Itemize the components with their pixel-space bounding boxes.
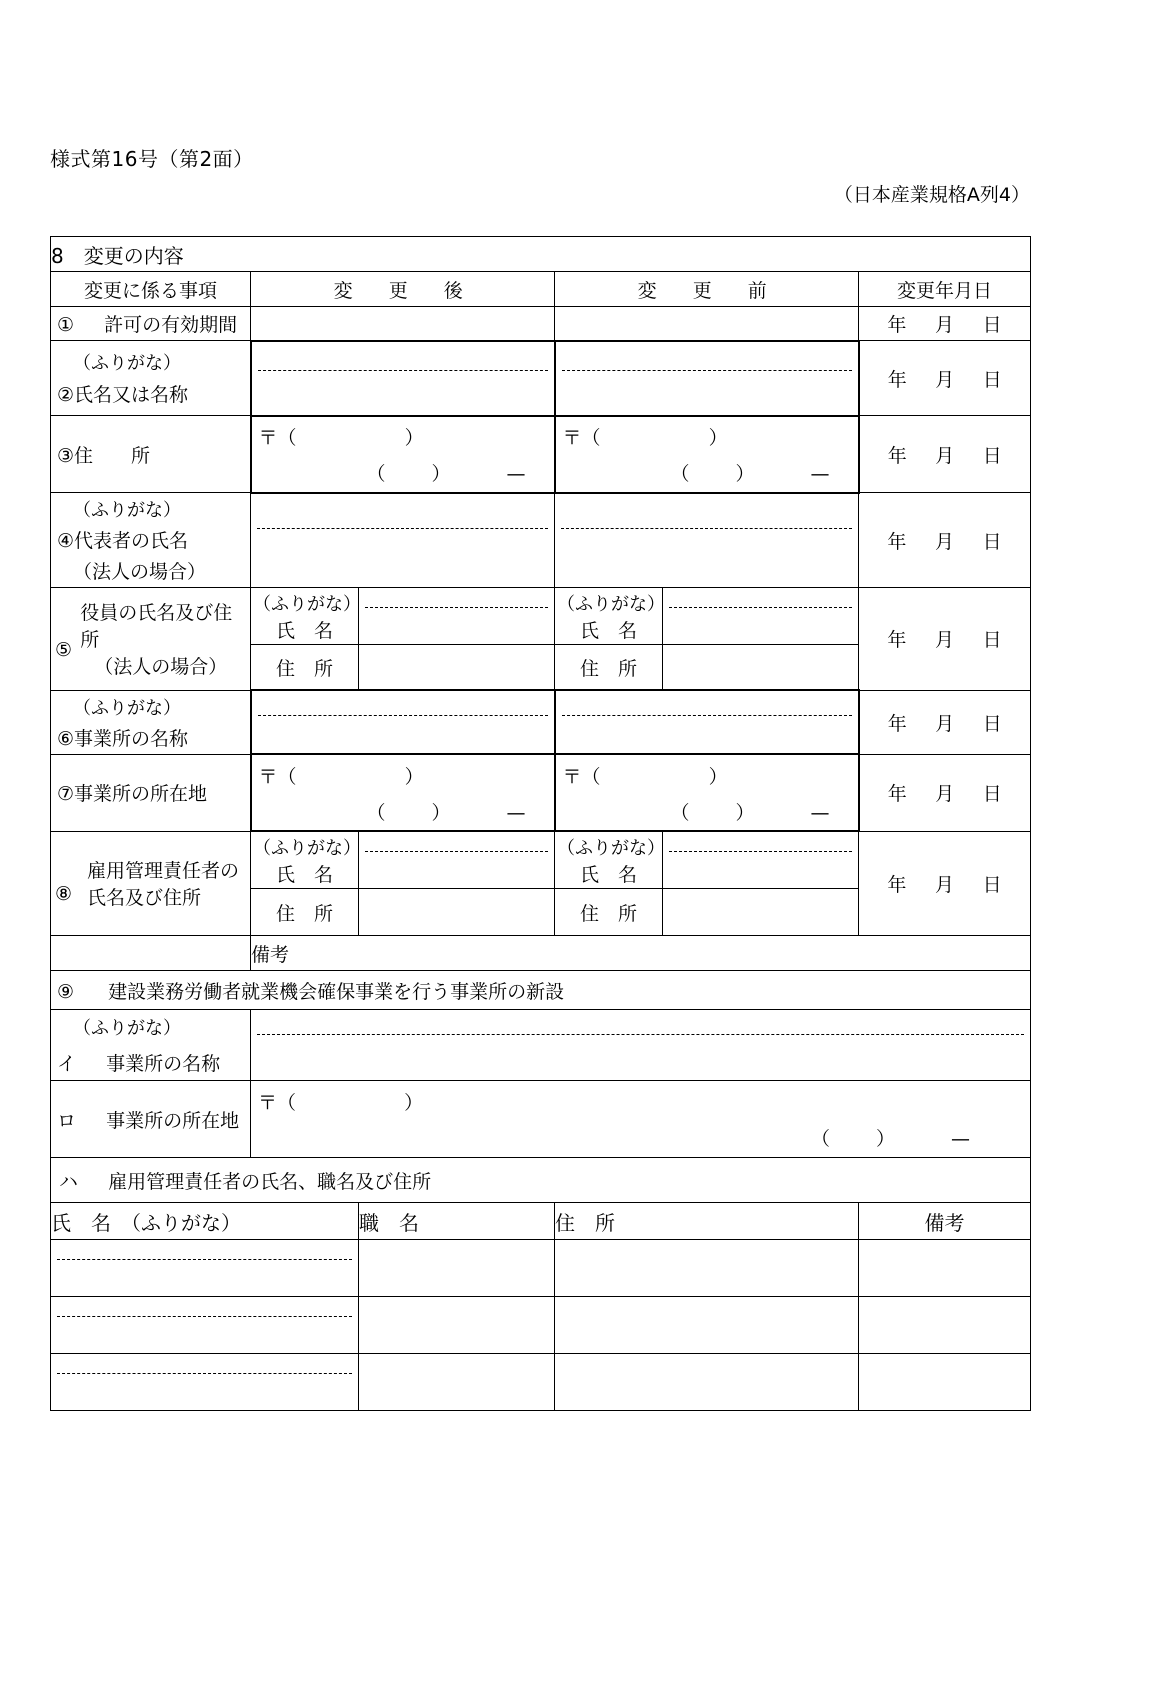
row-1-date[interactable] xyxy=(859,307,1031,341)
row-8-after-addr-input[interactable] xyxy=(359,889,555,936)
row-7-after-zip-mark: 〒（ xyxy=(258,765,297,788)
header-date: 変更年月日 xyxy=(859,272,1031,307)
section9-ha-cell xyxy=(51,1158,1031,1203)
manager-row-2-title[interactable] xyxy=(359,1354,555,1411)
manager-row-1-title[interactable] xyxy=(359,1297,555,1354)
row-7-before-zip-mark: 〒（ xyxy=(562,765,601,788)
row-6-label: 事業所の名称 xyxy=(74,727,189,750)
section9-ha-marker: ハ xyxy=(59,1170,79,1193)
row-3-year: 年 xyxy=(887,444,907,467)
row-4-label-cell xyxy=(51,493,251,588)
row-6-month: 月 xyxy=(935,712,955,735)
manager-table-row xyxy=(51,1240,1031,1297)
row-8-year: 年 xyxy=(887,873,907,896)
row-8-date[interactable] xyxy=(859,831,1031,936)
row-8-before-name-label-cell xyxy=(555,831,663,889)
section9-ro-tel-dash: — xyxy=(951,1128,971,1150)
row-5-label-2: （法人の場合） xyxy=(94,656,228,679)
section9-heading: 建設業務労働者就業機会確保事業を行う事業所の新設 xyxy=(108,980,565,1003)
section9-number: ⑨ xyxy=(57,980,75,1003)
row-1-label-cell xyxy=(51,307,251,341)
row-5-before-addr-input[interactable] xyxy=(663,645,859,691)
manager-header-remarks: 備考 xyxy=(859,1203,1031,1240)
section8-heading-row xyxy=(51,237,1031,272)
row-3-after-zip-close: ） xyxy=(404,427,424,449)
row-5-after-addr-input[interactable] xyxy=(359,645,555,691)
row-7-before-input[interactable] xyxy=(555,754,859,831)
row-7-before-zip-close: ） xyxy=(708,765,728,788)
manager-row-0-address[interactable] xyxy=(555,1240,859,1297)
row-5-day: 日 xyxy=(982,629,1002,652)
row-5-after-name-label-cell xyxy=(251,588,359,645)
row-3-before-tel-open: （ xyxy=(670,463,690,485)
section9-ro-tel-close: ） xyxy=(876,1128,896,1150)
header-after: 変 更 後 xyxy=(251,272,555,307)
row-8-day: 日 xyxy=(982,873,1002,896)
row-7-before-tel-dash: — xyxy=(810,801,830,824)
row-3-after-tel-dash: — xyxy=(506,463,526,485)
row-8-before-addr-label: 住 所 xyxy=(555,889,663,936)
row-4-year: 年 xyxy=(887,530,907,553)
manager-row-2-address[interactable] xyxy=(555,1354,859,1411)
manager-row-2-remarks[interactable] xyxy=(859,1354,1031,1411)
section9-heading-row xyxy=(51,971,1031,1010)
header-item: 変更に係る事項 xyxy=(51,272,251,307)
section9-i-furigana-label: （ふりがな） xyxy=(73,1018,181,1039)
row-6-furigana-label: （ふりがな） xyxy=(73,697,181,719)
row-7-day: 日 xyxy=(982,783,1002,805)
section9-ro-label-cell xyxy=(51,1081,251,1158)
row-6-year: 年 xyxy=(887,712,907,735)
section9-heading-cell xyxy=(51,971,1031,1010)
row-3-before-tel-dash: — xyxy=(810,463,830,485)
remarks-cell[interactable] xyxy=(251,936,1031,971)
manager-row-1-address[interactable] xyxy=(555,1297,859,1354)
row-1 xyxy=(51,307,1031,341)
row-3-day: 日 xyxy=(982,444,1002,467)
row-5-label-cell xyxy=(51,588,251,691)
paper-size-note: （日本産業規格A列4） xyxy=(833,184,1030,206)
row-6-after-input[interactable] xyxy=(251,690,555,754)
row-8-after-name-input[interactable] xyxy=(359,831,555,889)
row-3-label: 住 所 xyxy=(74,444,151,467)
row-4-date[interactable] xyxy=(859,493,1031,588)
row-7-after-tel-close: ） xyxy=(431,801,451,824)
manager-row-1-remarks[interactable] xyxy=(859,1297,1031,1354)
section9-ro-zip-mark: 〒（ xyxy=(258,1092,297,1114)
row-2-year: 年 xyxy=(887,368,907,391)
row-4-furigana-label: （ふりがな） xyxy=(73,500,181,521)
row-3-date[interactable] xyxy=(859,416,1031,493)
remarks-spacer xyxy=(51,936,251,971)
row-1-year: 年 xyxy=(887,314,907,336)
section9-i-marker: イ xyxy=(57,1053,77,1075)
section9-ro-marker: ロ xyxy=(57,1109,77,1132)
row-5-date[interactable] xyxy=(859,588,1031,691)
header-before: 変 更 前 xyxy=(555,272,859,307)
row-2-number: ② xyxy=(57,384,75,406)
row-5-before-name-label-cell xyxy=(555,588,663,645)
row-7-number: ⑦ xyxy=(57,783,75,805)
row-6 xyxy=(51,690,1031,754)
manager-row-0-remarks[interactable] xyxy=(859,1240,1031,1297)
row-7-after-input[interactable] xyxy=(251,754,555,831)
row-7-after-zip-close: ） xyxy=(404,765,424,788)
manager-row-2-name[interactable] xyxy=(51,1354,359,1411)
row-4-number: ④ xyxy=(57,530,75,552)
row-3-before-zip-close: ） xyxy=(708,427,728,449)
manager-header-title: 職 名 xyxy=(359,1203,555,1240)
row-8-number: ⑧ xyxy=(55,883,73,906)
row-4-after-input[interactable] xyxy=(251,493,555,588)
row-8-month: 月 xyxy=(935,873,955,896)
row-2 xyxy=(51,341,1031,416)
row-4-day: 日 xyxy=(982,530,1002,553)
change-content-table xyxy=(50,236,1031,1411)
row-4-month: 月 xyxy=(935,530,955,553)
form-number: 様式第16号（第2面） xyxy=(50,147,254,171)
section8-heading: 8 変更の内容 xyxy=(51,237,1031,272)
row-8-top xyxy=(51,831,1031,889)
row-6-date[interactable] xyxy=(859,690,1031,754)
section9-ro-label: 事業所の所在地 xyxy=(106,1109,240,1132)
row-3-after-zip-mark: 〒（ xyxy=(258,427,297,449)
row-2-before-input[interactable] xyxy=(555,341,859,416)
row-5-before-name-label: 氏 名 xyxy=(579,619,637,642)
section9-ha-label: 雇用管理責任者の氏名、職名及び住所 xyxy=(108,1170,432,1193)
row-5-top xyxy=(51,588,1031,645)
row-7-before-tel-open: （ xyxy=(670,801,690,824)
row-5-month: 月 xyxy=(935,629,955,652)
row-2-date[interactable] xyxy=(859,341,1031,416)
row-8-after-name-label-cell xyxy=(251,831,359,889)
row-5-label: 役員の氏名及び住所 xyxy=(80,602,233,652)
row-4-before-input[interactable] xyxy=(555,493,859,588)
row-7-year: 年 xyxy=(887,783,907,805)
row-5-after-name-input[interactable] xyxy=(359,588,555,645)
row-3-number: ③ xyxy=(57,444,75,467)
row-2-day: 日 xyxy=(982,368,1002,391)
row-8-after-furigana-label: （ふりがな） xyxy=(253,837,361,859)
row-2-furigana-label: （ふりがな） xyxy=(73,353,181,374)
remarks-label: 備考 xyxy=(251,943,290,966)
row-5-before-name-input[interactable] xyxy=(663,588,859,645)
row-2-label-cell xyxy=(51,341,251,416)
row-8-after-name-label: 氏 名 xyxy=(275,863,333,886)
row-5-before-addr-label: 住 所 xyxy=(555,645,663,691)
row-3-after-tel-open: （ xyxy=(366,463,386,485)
row-3-before-zip-mark: 〒（ xyxy=(562,427,601,449)
row-2-month: 月 xyxy=(935,368,955,391)
row-5-after-name-label: 氏 名 xyxy=(275,619,333,642)
row-7-after-tel-open: （ xyxy=(366,801,386,824)
row-5-number: ⑤ xyxy=(55,638,73,661)
section9-i-label-cell xyxy=(51,1010,251,1081)
manager-row-0-title[interactable] xyxy=(359,1240,555,1297)
row-8-before-addr-input[interactable] xyxy=(663,889,859,936)
row-5-before-furigana-label: （ふりがな） xyxy=(557,593,665,615)
row-8-label-2: 氏名及び住所 xyxy=(87,887,202,910)
row-7-label-cell xyxy=(51,754,251,831)
section9-i-label: 事業所の名称 xyxy=(106,1053,221,1075)
section9-row-i xyxy=(51,1010,1031,1081)
row-8-before-furigana-label: （ふりがな） xyxy=(557,837,665,859)
manager-header-name: 氏 名 （ふりがな） xyxy=(51,1203,359,1240)
row-8-before-name-label: 氏 名 xyxy=(579,863,637,886)
row-3-before-tel-close: ） xyxy=(735,463,755,485)
row-4-label-2: （法人の場合） xyxy=(73,561,207,583)
row-3-label-cell xyxy=(51,416,251,493)
manager-table-row xyxy=(51,1354,1031,1411)
section9-ro-input[interactable] xyxy=(251,1081,1031,1158)
row-3-before-input[interactable] xyxy=(555,416,859,493)
row-8-before-name-input[interactable] xyxy=(663,831,859,889)
row-3-after-input[interactable] xyxy=(251,416,555,493)
manager-header-address: 住 所 xyxy=(555,1203,859,1240)
section9-row-ro xyxy=(51,1081,1031,1158)
column-header-row xyxy=(51,272,1031,307)
row-8-label: 雇用管理責任者の xyxy=(87,860,240,883)
row-2-label: 氏名又は名称 xyxy=(74,384,189,406)
row-4-label: 代表者の氏名 xyxy=(74,530,189,552)
manager-row-0-name[interactable] xyxy=(51,1240,359,1297)
row-2-after-input[interactable] xyxy=(251,341,555,416)
row-6-before-input[interactable] xyxy=(555,690,859,754)
section9-ro-zip-close: ） xyxy=(404,1092,424,1114)
row-1-month: 月 xyxy=(935,314,955,336)
row-7-label: 事業所の所在地 xyxy=(74,783,208,805)
section9-row-ha xyxy=(51,1158,1031,1203)
row-8-after-addr-label: 住 所 xyxy=(251,889,359,936)
section9-i-input[interactable] xyxy=(251,1010,1031,1081)
manager-table-row xyxy=(51,1297,1031,1354)
row-5-after-addr-label: 住 所 xyxy=(251,645,359,691)
row-1-before-input[interactable] xyxy=(555,307,859,341)
row-6-day: 日 xyxy=(982,712,1002,735)
row-7-date[interactable] xyxy=(859,754,1031,831)
manager-row-1-name[interactable] xyxy=(51,1297,359,1354)
row-1-day: 日 xyxy=(982,314,1002,336)
row-1-after-input[interactable] xyxy=(251,307,555,341)
row-3-month: 月 xyxy=(935,444,955,467)
row-7-month: 月 xyxy=(935,783,955,805)
row-4 xyxy=(51,493,1031,588)
row-5-after-furigana-label: （ふりがな） xyxy=(253,593,361,615)
section9-ro-tel-open: （ xyxy=(811,1128,831,1150)
row-3 xyxy=(51,416,1031,493)
manager-table-header-row xyxy=(51,1203,1031,1240)
row-1-number: ① xyxy=(57,314,75,336)
row-5-year: 年 xyxy=(887,629,907,652)
row-1-label: 許可の有効期間 xyxy=(104,314,238,336)
remarks-row xyxy=(51,936,1031,971)
row-6-label-cell xyxy=(51,690,251,754)
row-7-after-tel-dash: — xyxy=(506,801,526,824)
row-3-after-tel-close: ） xyxy=(431,463,451,485)
row-6-number: ⑥ xyxy=(57,727,75,750)
row-7-before-tel-close: ） xyxy=(735,801,755,824)
row-7 xyxy=(51,754,1031,831)
row-8-label-cell xyxy=(51,831,251,936)
